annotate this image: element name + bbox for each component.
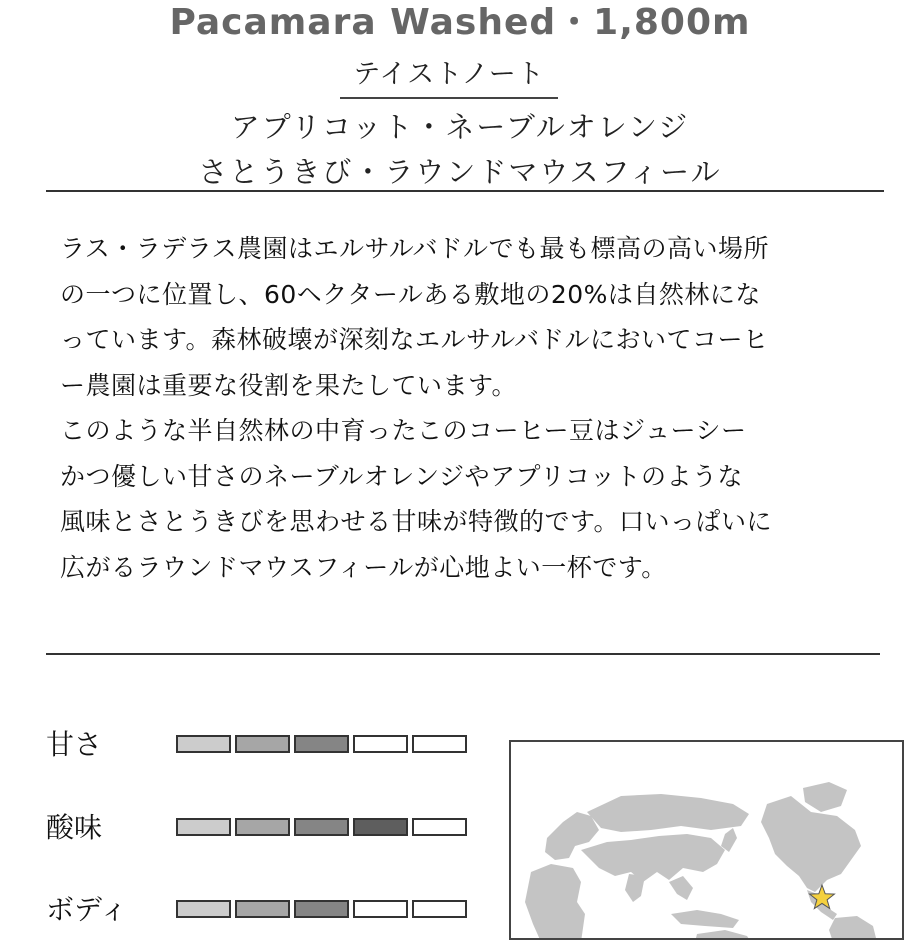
description-line: 広がるラウンドマウスフィールが心地よい一杯です。	[60, 552, 667, 582]
taste-notes-heading: テイストノート	[340, 52, 558, 99]
flavor-bar-segment	[235, 735, 290, 753]
flavor-bar-segment	[176, 818, 231, 836]
flavor-label: 酸味	[46, 811, 103, 844]
origin-map	[509, 740, 904, 940]
description-line: このような半自然林の中育ったこのコーヒー豆はジューシー	[60, 416, 747, 445]
flavor-label: ボディ	[46, 893, 128, 926]
description-line: 風味とさとうきびを思わせる甘味が特徴的です。口いっぱいに	[60, 507, 773, 536]
taste-notes-line-1: アプリコット・ネーブルオレンジ	[230, 110, 690, 144]
map-land	[587, 794, 749, 832]
description-line: ラス・ラデラス農園はエルサルバドルでも最も標高の高い場所	[60, 234, 770, 263]
flavor-bar-segment	[235, 818, 290, 836]
flavor-bar	[176, 900, 467, 918]
top-divider	[46, 190, 884, 192]
description-line: ー農園は重要な役割を果たしています。	[60, 370, 518, 400]
flavor-bar-segment	[412, 900, 467, 918]
flavor-bar-segment	[412, 818, 467, 836]
flavor-bar-segment	[176, 900, 231, 918]
flavor-bar-segment	[353, 818, 408, 836]
flavor-bar-segment	[412, 735, 467, 753]
flavor-label: 甘さ	[46, 728, 103, 761]
flavor-bar-segment	[353, 900, 408, 918]
flavor-bar-segment	[353, 735, 408, 753]
description-line: っています。森林破壊が深刻なエルサルバドルにおいてコーヒ	[60, 325, 769, 354]
map-land	[671, 910, 739, 928]
map-land	[721, 828, 737, 852]
map-land	[695, 930, 751, 940]
map-land	[581, 834, 725, 882]
description-line: かつ優しい甘さのネーブルオレンジやアプリコットのような	[60, 461, 744, 491]
map-land	[525, 864, 585, 940]
taste-notes-line-2: さとうきび・ラウンドマウスフィール	[198, 155, 722, 189]
flavor-bar-segment	[235, 900, 290, 918]
map-land	[669, 876, 693, 900]
description	[60, 226, 880, 590]
map-land	[803, 782, 847, 812]
flavor-bar-segment	[176, 735, 231, 753]
flavor-bar-segment	[294, 735, 349, 753]
product-title: Pacamara Washed・1,800m	[169, 2, 751, 43]
bottom-divider	[46, 653, 880, 655]
map-land	[625, 874, 645, 902]
world-map-icon	[511, 742, 904, 940]
description-line: の一つに位置し、60ヘクタールある敷地の20%は自然林にな	[60, 279, 761, 309]
flavor-bar-segment	[294, 818, 349, 836]
map-land	[761, 796, 861, 892]
flavor-bar	[176, 818, 467, 836]
flavor-bar-segment	[294, 900, 349, 918]
flavor-bar	[176, 735, 467, 753]
